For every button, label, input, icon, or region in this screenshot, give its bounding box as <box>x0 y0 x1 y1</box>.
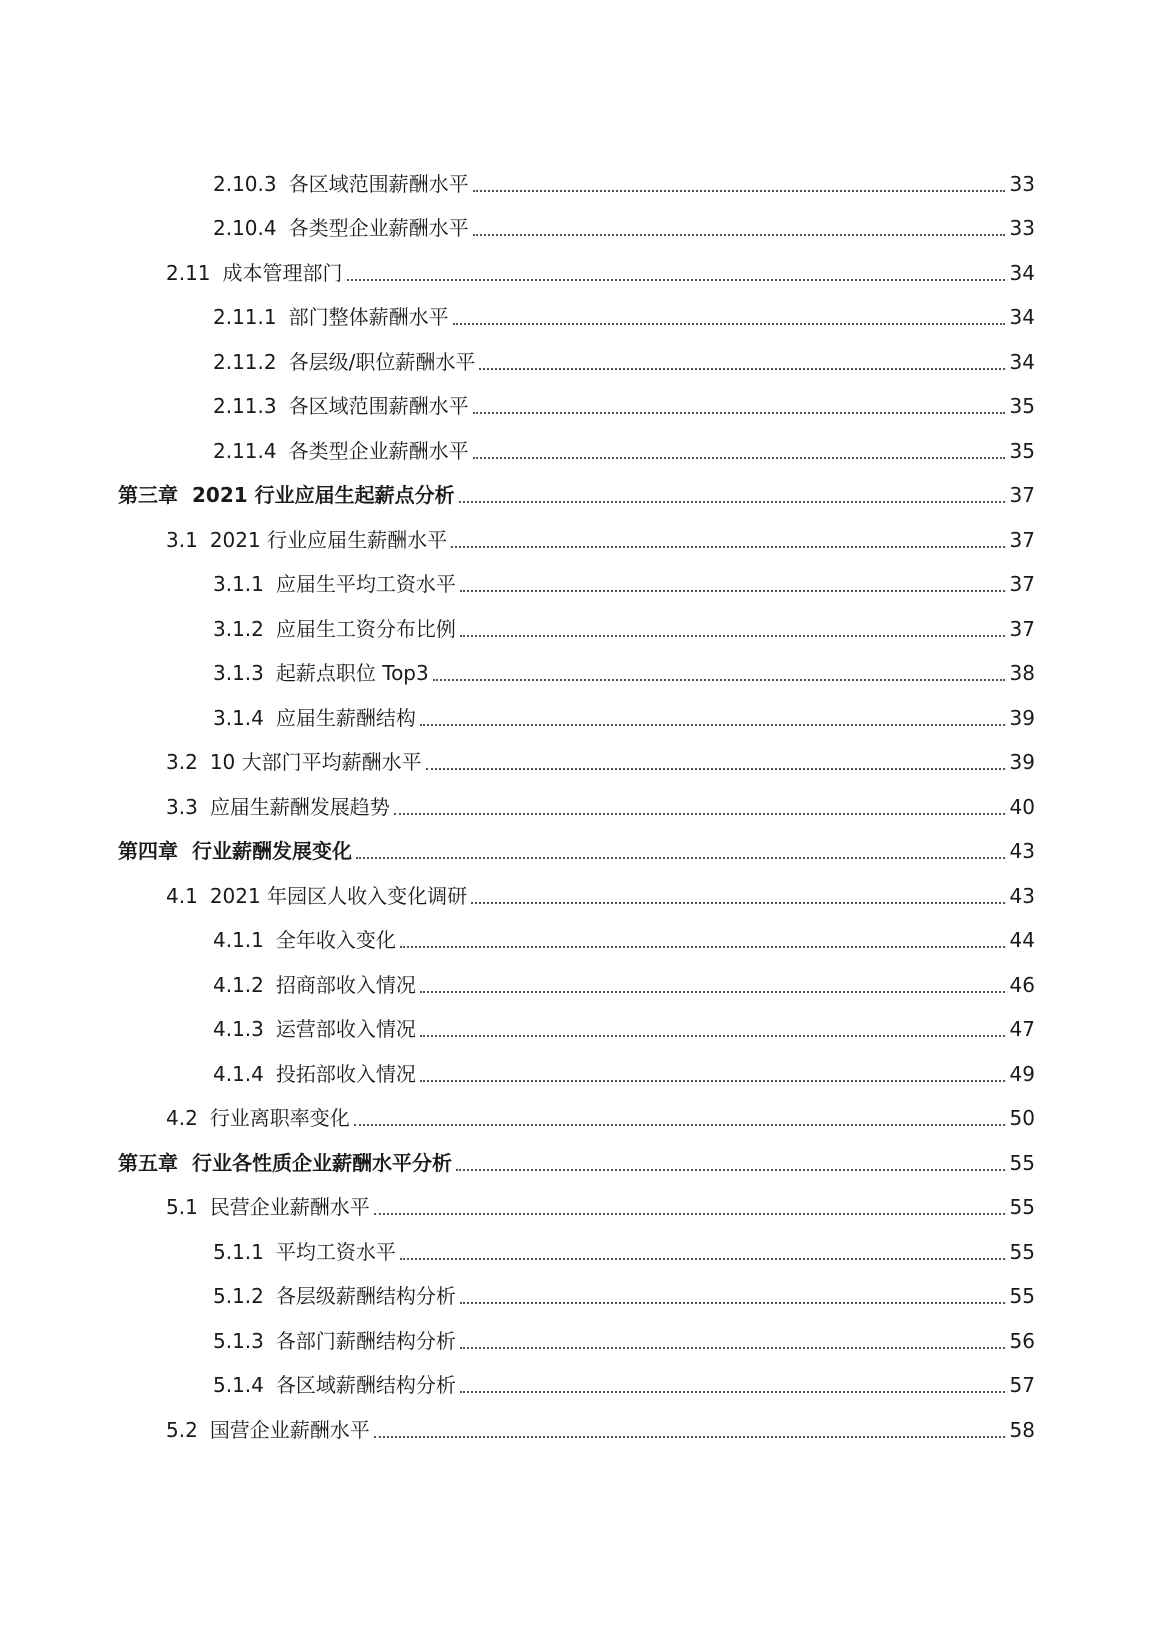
toc-entry-title: 投拓部收入情况 <box>275 1061 416 1086</box>
toc-entry-number: 5.1.4 <box>213 1373 264 1397</box>
toc-entry[interactable] <box>0 739 1153 784</box>
toc-leader-dots <box>473 412 1005 414</box>
toc-entry-number: 3.3 <box>166 794 198 819</box>
toc-entry-title: 各区域范围薪酬水平 <box>288 171 469 196</box>
toc-entry[interactable] <box>0 694 1153 739</box>
toc-entry-page-number: 43 <box>1009 839 1035 863</box>
toc-entry-title: 各区域范围薪酬水平 <box>288 394 469 418</box>
toc-leader-dots <box>400 1258 1005 1260</box>
toc-leader-dots <box>400 946 1005 948</box>
toc-leader-dots <box>420 1080 1005 1082</box>
toc-entry-title: 成本管理部门 <box>222 260 343 285</box>
toc-entry-number: 2.11.2 <box>213 349 277 374</box>
toc-entry[interactable] <box>0 1050 1153 1095</box>
toc-entry-page-number: 56 <box>1009 1328 1035 1353</box>
toc-entry[interactable] <box>0 1139 1153 1184</box>
toc-leader-dots <box>347 279 1005 281</box>
toc-entry-title: 应届生工资分布比例 <box>275 616 456 641</box>
toc-leader-dots <box>420 1035 1005 1037</box>
toc-entry-number: 5.1.2 <box>213 1284 264 1308</box>
toc-entry-page-number: 33 <box>1009 216 1035 240</box>
toc-entry-number: 3.1 <box>166 527 198 552</box>
toc-entry-title: 各类型企业薪酬水平 <box>288 216 469 240</box>
toc-entry-title: 10 大部门平均薪酬水平 <box>209 750 422 774</box>
toc-entry-number: 第四章 <box>118 839 178 863</box>
toc-entry-number: 2.10.4 <box>213 216 277 240</box>
toc-entry-title: 应届生薪酬结构 <box>275 705 416 730</box>
toc-entry-page-number: 55 <box>1009 1195 1035 1219</box>
toc-entry-number: 第五章 <box>118 1150 178 1175</box>
toc-entry-title: 2021 行业应届生起薪点分析 <box>192 483 455 507</box>
toc-entry[interactable] <box>0 917 1153 962</box>
toc-leader-dots <box>374 1436 1005 1438</box>
toc-entry-title: 各层级薪酬结构分析 <box>275 1284 456 1308</box>
toc-entry[interactable] <box>0 1406 1153 1451</box>
toc-entry-page-number: 37 <box>1009 572 1035 596</box>
toc-entry[interactable] <box>0 872 1153 917</box>
toc-entry-title: 起薪点职位 Top3 <box>275 661 429 685</box>
toc-entry-number: 5.1.3 <box>213 1328 264 1353</box>
toc-entry-title: 全年收入变化 <box>275 928 396 952</box>
toc-entry-page-number: 34 <box>1009 349 1035 374</box>
toc-entry-number: 3.1.1 <box>213 572 264 596</box>
toc-entry[interactable] <box>0 961 1153 1006</box>
toc-leader-dots <box>453 323 1005 325</box>
toc-entry-number: 3.1.3 <box>213 661 264 685</box>
toc-entry[interactable] <box>0 1184 1153 1229</box>
toc-entry-page-number: 34 <box>1009 305 1035 329</box>
toc-entry[interactable] <box>0 828 1153 873</box>
toc-entry-number: 2.11.3 <box>213 394 277 418</box>
toc-entry[interactable] <box>0 1095 1153 1140</box>
toc-leader-dots <box>356 857 1005 859</box>
toc-entry-page-number: 46 <box>1009 972 1035 997</box>
toc-entry-page-number: 44 <box>1009 928 1035 952</box>
toc-entry-title: 应届生平均工资水平 <box>275 572 456 596</box>
toc-entry-page-number: 40 <box>1009 794 1035 819</box>
toc-entry-title: 应届生薪酬发展趋势 <box>209 794 390 819</box>
toc-entry[interactable] <box>0 249 1153 294</box>
toc-entry-page-number: 37 <box>1009 616 1035 641</box>
toc-entry[interactable] <box>0 294 1153 339</box>
toc-entry[interactable] <box>0 516 1153 561</box>
toc-entry-number: 2.11.1 <box>213 305 277 329</box>
toc-entry[interactable] <box>0 160 1153 205</box>
toc-entry-page-number: 39 <box>1009 705 1035 730</box>
toc-entry-page-number: 47 <box>1009 1017 1035 1041</box>
toc-entry-title: 2021 行业应届生薪酬水平 <box>209 527 448 552</box>
toc-entry-number: 第三章 <box>118 483 178 507</box>
toc-entry-title: 各部门薪酬结构分析 <box>275 1328 456 1353</box>
toc-entry-number: 2.11.4 <box>213 438 277 463</box>
toc-entry-number: 3.1.2 <box>213 616 264 641</box>
toc-entry-number: 4.1.1 <box>213 928 264 952</box>
toc-entry[interactable] <box>0 1006 1153 1051</box>
toc-entry[interactable] <box>0 561 1153 606</box>
toc-entry-number: 5.2 <box>166 1417 198 1442</box>
toc-leader-dots <box>471 902 1005 904</box>
toc-entry-title: 行业薪酬发展变化 <box>192 839 352 863</box>
toc-entry-title: 国营企业薪酬水平 <box>209 1417 370 1442</box>
toc-leader-dots <box>420 724 1005 726</box>
toc-entry-page-number: 37 <box>1009 483 1035 507</box>
toc-entry-page-number: 39 <box>1009 750 1035 774</box>
toc-leader-dots <box>473 457 1005 459</box>
toc-entry-number: 4.2 <box>166 1106 198 1130</box>
toc-entry-number: 4.1.2 <box>213 972 264 997</box>
toc-entry[interactable] <box>0 472 1153 517</box>
toc-entry[interactable] <box>0 1362 1153 1407</box>
toc-entry-number: 2.10.3 <box>213 171 277 196</box>
toc-entry-page-number: 43 <box>1009 883 1035 908</box>
toc-entry-title: 部门整体薪酬水平 <box>288 305 449 329</box>
toc-leader-dots <box>459 501 1005 503</box>
toc-leader-dots <box>460 1391 1005 1393</box>
toc-entry-page-number: 58 <box>1009 1417 1035 1442</box>
toc-entry-page-number: 55 <box>1009 1284 1035 1308</box>
toc-leader-dots <box>479 368 1005 370</box>
toc-entry-title: 行业各性质企业薪酬水平分析 <box>192 1150 452 1175</box>
toc-entry-number: 4.1.3 <box>213 1017 264 1041</box>
toc-entry[interactable] <box>0 427 1153 472</box>
toc-entry-page-number: 33 <box>1009 171 1035 196</box>
toc-leader-dots <box>460 590 1005 592</box>
toc-entry-number: 5.1.1 <box>213 1239 264 1264</box>
toc-entry-title: 平均工资水平 <box>275 1239 396 1264</box>
toc-leader-dots <box>374 1213 1005 1215</box>
toc-leader-dots <box>460 1347 1005 1349</box>
toc-entry[interactable] <box>0 783 1153 828</box>
toc-leader-dots <box>394 813 1005 815</box>
toc-entry-page-number: 38 <box>1009 661 1035 685</box>
toc-entry-number: 2.11 <box>166 260 211 285</box>
toc-entry[interactable] <box>0 1317 1153 1362</box>
toc-entry-title: 行业离职率变化 <box>209 1106 350 1130</box>
toc-leader-dots <box>451 546 1005 548</box>
toc-entry[interactable] <box>0 383 1153 428</box>
toc-entry-page-number: 35 <box>1009 394 1035 418</box>
table-of-contents <box>0 160 1153 1451</box>
toc-leader-dots <box>456 1169 1005 1171</box>
toc-entry[interactable] <box>0 605 1153 650</box>
toc-entry-title: 招商部收入情况 <box>275 972 416 997</box>
toc-entry[interactable] <box>0 1228 1153 1273</box>
toc-leader-dots <box>460 635 1005 637</box>
toc-leader-dots <box>420 991 1005 993</box>
toc-entry-page-number: 55 <box>1009 1150 1035 1175</box>
toc-entry-page-number: 35 <box>1009 438 1035 463</box>
toc-leader-dots <box>433 679 1005 681</box>
toc-entry-title: 运营部收入情况 <box>275 1017 416 1041</box>
toc-entry-page-number: 37 <box>1009 527 1035 552</box>
toc-entry[interactable] <box>0 338 1153 383</box>
toc-entry-page-number: 55 <box>1009 1239 1035 1264</box>
toc-entry[interactable] <box>0 1273 1153 1318</box>
toc-entry-title: 民营企业薪酬水平 <box>209 1195 370 1219</box>
toc-entry-number: 3.1.4 <box>213 705 264 730</box>
toc-entry-title: 2021 年园区人收入变化调研 <box>209 883 468 908</box>
toc-leader-dots <box>460 1302 1005 1304</box>
toc-entry-title: 各类型企业薪酬水平 <box>288 438 469 463</box>
toc-entry-title: 各层级/职位薪酬水平 <box>288 349 476 374</box>
toc-leader-dots <box>354 1124 1005 1126</box>
toc-entry-page-number: 34 <box>1009 260 1035 285</box>
toc-entry-number: 4.1.4 <box>213 1061 264 1086</box>
toc-entry-page-number: 49 <box>1009 1061 1035 1086</box>
toc-entry-page-number: 57 <box>1009 1373 1035 1397</box>
toc-entry[interactable] <box>0 205 1153 250</box>
toc-leader-dots <box>426 768 1005 770</box>
toc-entry[interactable] <box>0 650 1153 695</box>
toc-entry-number: 5.1 <box>166 1195 198 1219</box>
toc-entry-page-number: 50 <box>1009 1106 1035 1130</box>
toc-entry-number: 4.1 <box>166 883 198 908</box>
toc-leader-dots <box>473 190 1005 192</box>
toc-entry-number: 3.2 <box>166 750 198 774</box>
toc-leader-dots <box>473 234 1005 236</box>
toc-entry-title: 各区域薪酬结构分析 <box>275 1373 456 1397</box>
